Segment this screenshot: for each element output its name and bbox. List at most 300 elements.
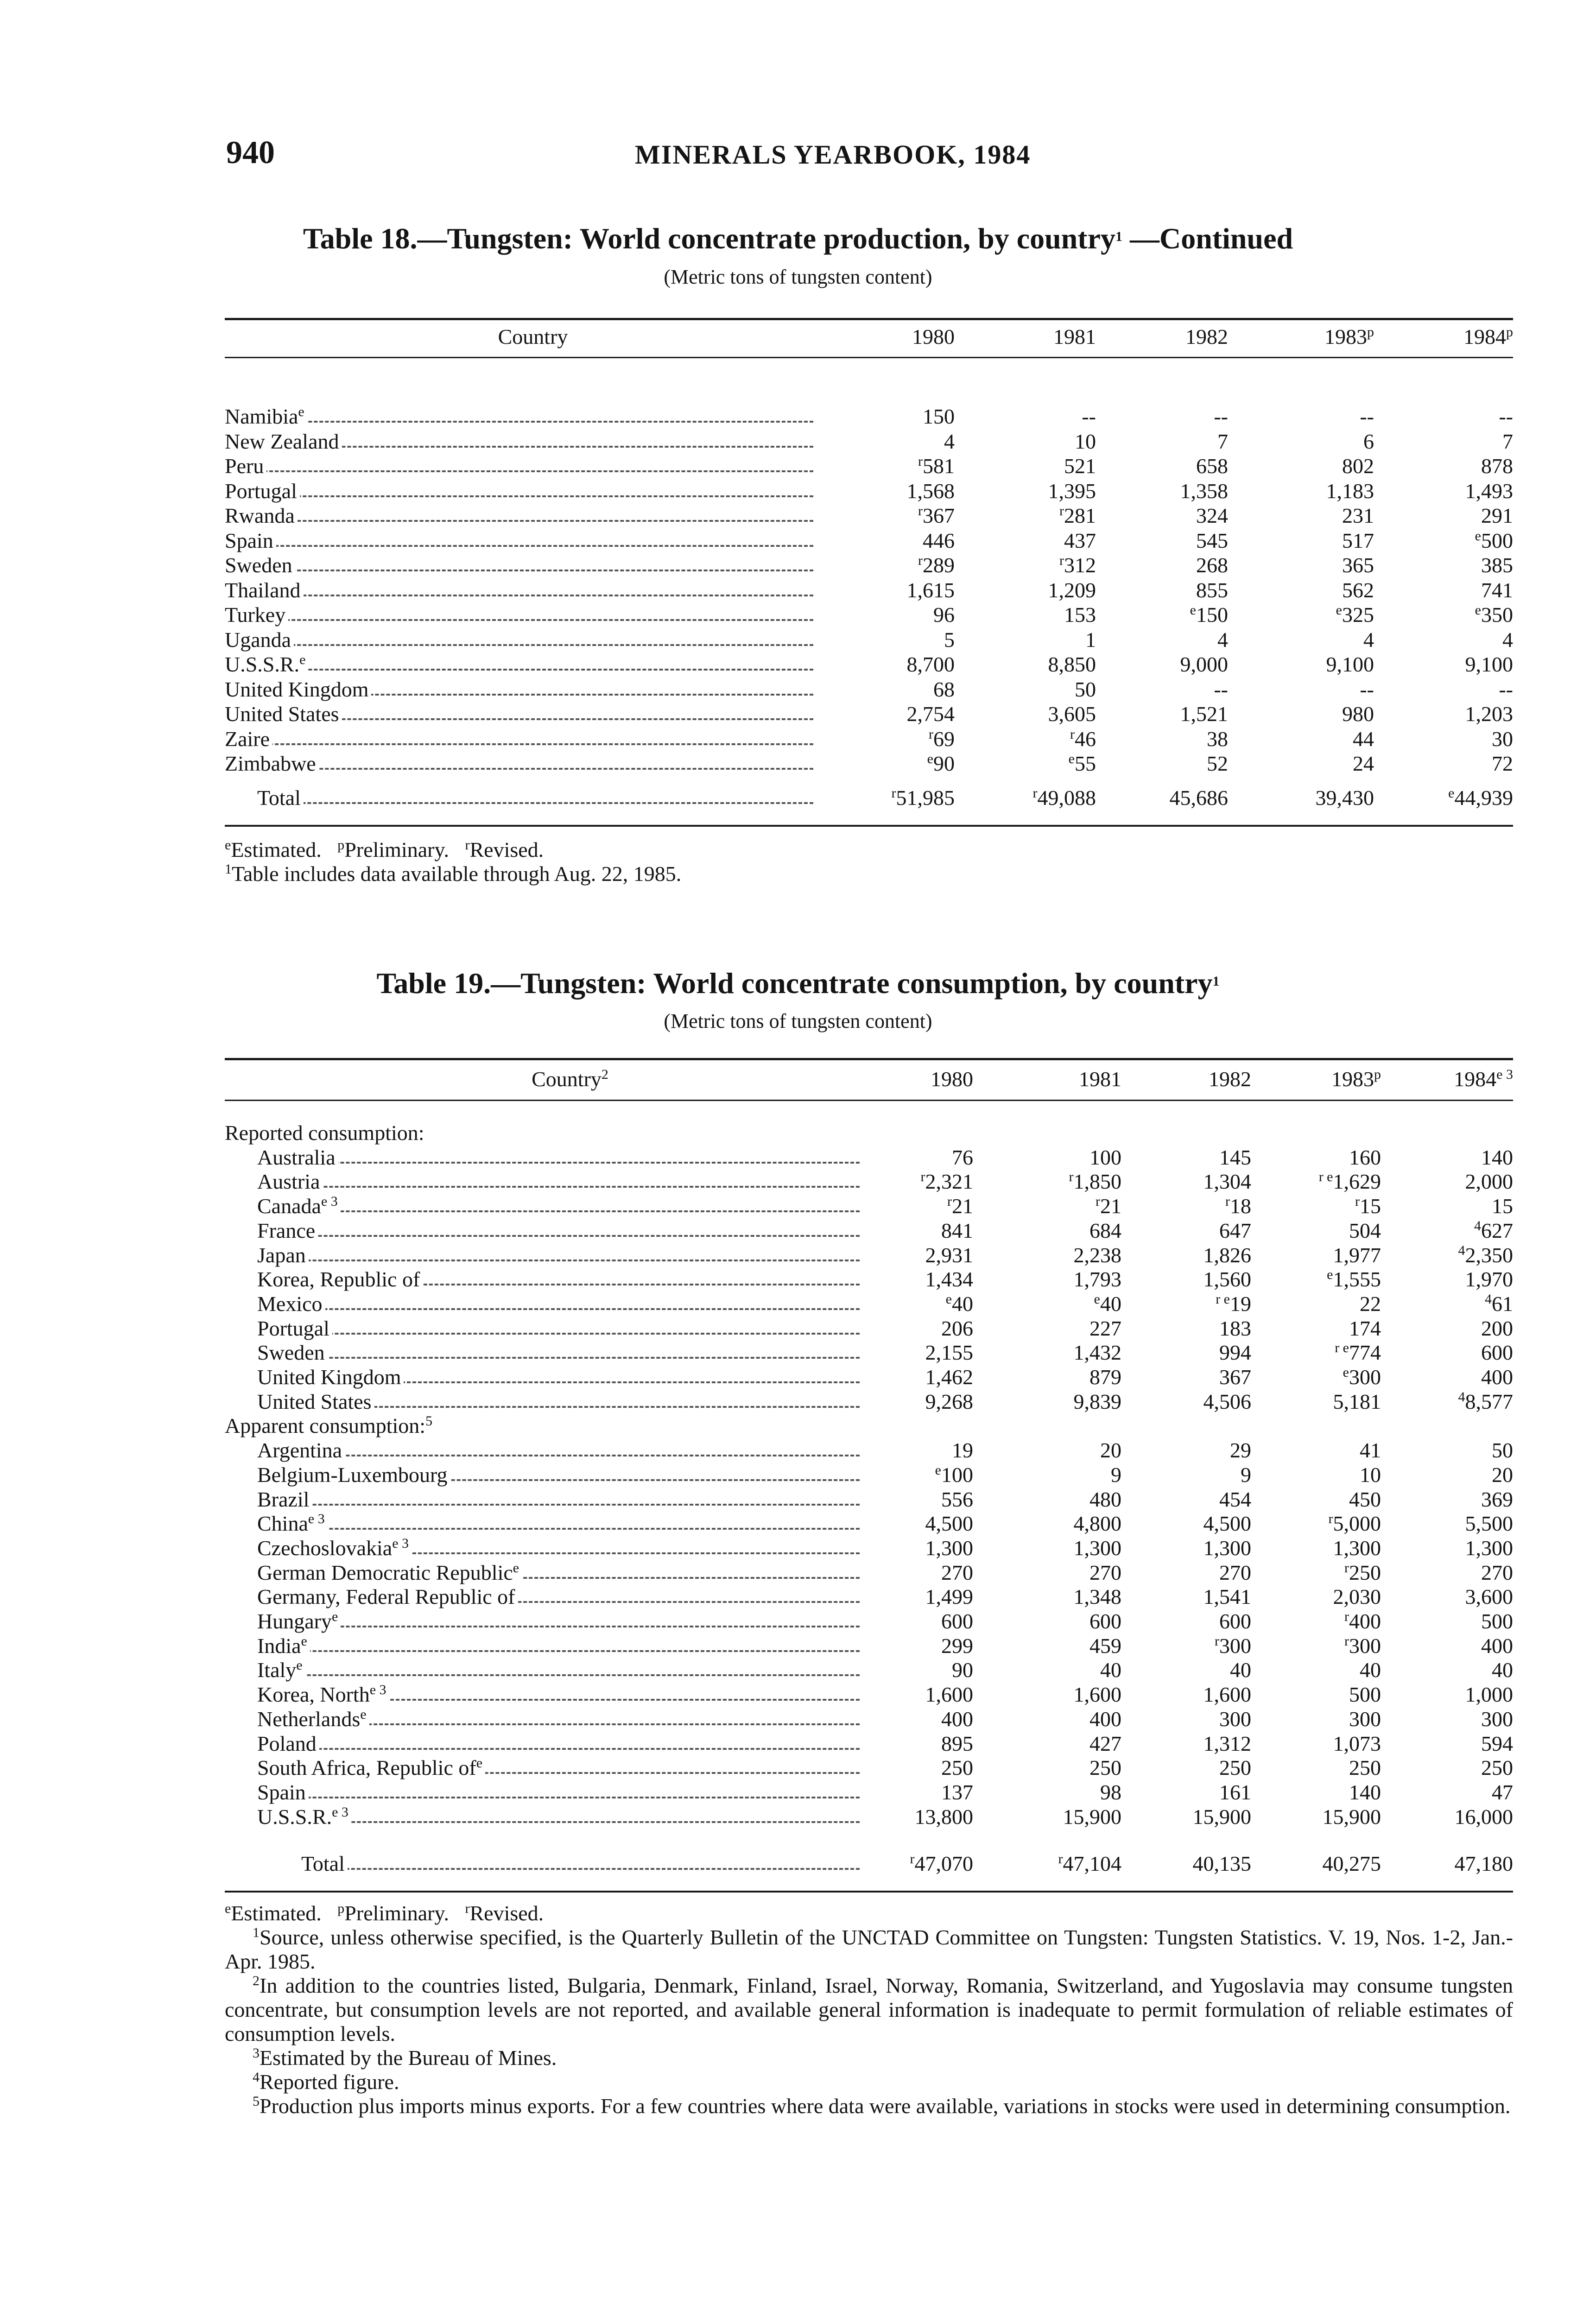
- table-cell: [1365, 1218, 1513, 1243]
- cell-value: 4,500: [925, 1512, 973, 1536]
- legend-marker: p: [337, 1901, 345, 1916]
- dot-leader: [257, 1235, 860, 1237]
- legend-marker: r: [465, 837, 470, 853]
- table18-row: [0, 627, 1596, 652]
- cell-marker: e: [1343, 1365, 1349, 1380]
- year-header: [1374, 1067, 1513, 1091]
- table-cell: [1365, 503, 1513, 528]
- cell-value: 100: [1089, 1145, 1121, 1169]
- table-cell: [1233, 1169, 1381, 1194]
- year-label: 1983: [1324, 325, 1367, 348]
- row-label: [257, 785, 813, 810]
- country-name: [257, 1365, 404, 1389]
- table-cell: [825, 1511, 973, 1536]
- cell-value: 1,850: [1073, 1170, 1121, 1194]
- country-name-text: Germany, Federal Republic of: [257, 1585, 515, 1609]
- cell-value: 480: [1089, 1487, 1121, 1511]
- table-cell: [948, 528, 1096, 553]
- year-header: [1374, 324, 1513, 349]
- cell-value: 40: [1492, 1658, 1513, 1682]
- table-cell: [825, 1609, 973, 1634]
- cell-value: 1,395: [1048, 479, 1096, 503]
- cell-value: 15,900: [1192, 1804, 1251, 1829]
- footnote: [225, 2070, 1513, 2094]
- country-name: [225, 578, 304, 602]
- table-cell: [1233, 1851, 1381, 1876]
- table-cell: [1233, 1389, 1381, 1414]
- cell-value: 16,000: [1454, 1804, 1513, 1829]
- cell-marker: r: [1058, 1851, 1063, 1867]
- table19-top-rule: [225, 1058, 1513, 1060]
- section-label-text: Reported consumption:: [225, 1121, 424, 1145]
- country-name: [257, 1194, 341, 1218]
- cell-value: 5,181: [1333, 1389, 1381, 1413]
- year-marker: p: [1374, 1067, 1381, 1082]
- cell-value: 29: [1230, 1438, 1251, 1462]
- year-header: [816, 324, 955, 349]
- cell-value: --: [1214, 405, 1228, 428]
- cell-value: 51,985: [896, 786, 955, 810]
- cell-marker: e: [945, 1291, 952, 1307]
- table-cell: [973, 1755, 1121, 1780]
- country-name: [257, 1146, 338, 1169]
- table-cell: [1233, 1462, 1381, 1488]
- table-cell: [1365, 1560, 1513, 1585]
- country-name: [225, 553, 295, 577]
- cell-value: 21: [1100, 1194, 1121, 1218]
- table-cell: [1080, 627, 1228, 652]
- table18-top-rule: [225, 318, 1513, 320]
- year-label: 1982: [1185, 325, 1228, 348]
- table-cell: [825, 1487, 973, 1512]
- cell-value: 250: [1219, 1756, 1251, 1780]
- table18-row: [0, 503, 1596, 528]
- table19-row: [0, 1462, 1596, 1488]
- table19-title: Table 19.—Tungsten: World concentrate consumption, by country$^1$: [376, 967, 1220, 1000]
- country-name-text: India: [257, 1633, 301, 1658]
- cell-value: 3,600: [1465, 1585, 1513, 1609]
- table-cell: [825, 1707, 973, 1732]
- table-cell: [1103, 1560, 1251, 1585]
- table-cell: [806, 503, 955, 528]
- cell-value: 38: [1207, 727, 1228, 751]
- cell-value: 150: [1196, 603, 1228, 627]
- table-cell: [948, 677, 1096, 702]
- table19-row: [0, 1389, 1596, 1414]
- cell-marker: r: [910, 1851, 915, 1867]
- table-cell: [1233, 1707, 1381, 1732]
- cell-value: 61: [1492, 1291, 1513, 1316]
- table-cell: [1103, 1511, 1251, 1536]
- country-name: [257, 1683, 389, 1706]
- cell-value: 500: [1481, 1609, 1513, 1633]
- country-name: [257, 1219, 318, 1242]
- cell-value: 15,900: [1322, 1804, 1381, 1829]
- country-name-text: Sweden: [257, 1341, 325, 1365]
- footnote-text: In addition to the countries listed, Bulgaria, Denmark, Finland, Israel, Norway, Romania, Switzerland, and Yugoslavia may consume tungsten concentrate, but consumption levels are not reported, and available general information is inadequate to permit formulation of reliable estimates of consumption levels.: [225, 1974, 1513, 2045]
- cell-value: 4,800: [1073, 1512, 1121, 1536]
- section-label: [225, 1121, 424, 1146]
- table-cell: [825, 1584, 973, 1609]
- table-cell: [1233, 1340, 1381, 1365]
- cell-marker: 4: [1474, 1218, 1481, 1234]
- country-name-text: China: [257, 1512, 308, 1536]
- footnote-number: 1: [225, 861, 232, 877]
- table-cell: [1226, 727, 1374, 752]
- cell-value: 400: [1481, 1365, 1513, 1389]
- table19-header-country: Country$^2$: [532, 1067, 608, 1091]
- cell-value: 459: [1089, 1633, 1121, 1658]
- table-cell: [1365, 1658, 1513, 1683]
- table-cell: [825, 1536, 973, 1561]
- table-cell: [1080, 528, 1228, 553]
- table-cell: [1226, 454, 1374, 479]
- table-cell: [825, 1365, 973, 1390]
- year-label: 1984: [1454, 1067, 1497, 1091]
- cell-value: 45,686: [1169, 786, 1228, 810]
- cell-marker: r: [920, 1169, 925, 1185]
- table-cell: [948, 627, 1096, 652]
- cell-value: 1,560: [1203, 1267, 1251, 1291]
- table-cell: [1233, 1316, 1381, 1341]
- cell-value: --: [1499, 405, 1513, 428]
- table-cell: [1365, 454, 1513, 479]
- cell-value: 160: [1349, 1145, 1381, 1169]
- country-name: [225, 677, 371, 701]
- dot-leader: [257, 1260, 860, 1261]
- cell-value: 15: [1360, 1194, 1381, 1218]
- cell-value: 206: [941, 1316, 973, 1340]
- cell-value: 500: [1481, 528, 1513, 552]
- footnote-text: Estimated by the Bureau of Mines.: [260, 2046, 557, 2070]
- cell-marker: e: [1448, 785, 1455, 801]
- country-marker: e: [301, 1633, 307, 1649]
- cell-value: 300: [1349, 1633, 1381, 1658]
- year-header: [1235, 324, 1374, 349]
- table19-total-row: [0, 1851, 1596, 1876]
- country-name-text: Portugal: [225, 479, 297, 503]
- cell-value: 24: [1353, 752, 1374, 775]
- table19-row: [0, 1780, 1596, 1805]
- country-name: [257, 1780, 309, 1804]
- table19-row: [0, 1169, 1596, 1194]
- table18-row: [0, 677, 1596, 702]
- table-cell: [1233, 1804, 1381, 1830]
- country-name-text: German Democratic Republic: [257, 1560, 513, 1584]
- cell-value: 658: [1196, 454, 1228, 478]
- table19-subtitle: (Metric tons of tungsten content): [664, 1010, 932, 1032]
- table-cell: [973, 1536, 1121, 1561]
- cell-value: 46: [1075, 727, 1096, 751]
- cell-value: 300: [1349, 1365, 1381, 1389]
- table19-notes: [225, 1901, 1513, 2118]
- cell-value: 270: [1219, 1560, 1251, 1584]
- legend-text: Preliminary.: [344, 1901, 465, 1925]
- table-cell: [1226, 404, 1374, 429]
- cell-value: --: [1082, 405, 1096, 428]
- cell-value: 9: [1111, 1462, 1121, 1487]
- table18-row: [0, 429, 1596, 454]
- country-name: [225, 504, 298, 527]
- country-name-text: Rwanda: [225, 504, 295, 527]
- table-cell: [948, 602, 1096, 627]
- cell-value: 300: [1219, 1633, 1251, 1658]
- year-label: 1984: [1463, 325, 1506, 348]
- cell-value: 2,931: [925, 1243, 973, 1267]
- cell-marker: r: [918, 454, 923, 469]
- cell-value: 15,900: [1063, 1804, 1121, 1829]
- cell-value: 183: [1219, 1316, 1251, 1340]
- table-cell: [948, 503, 1096, 528]
- table-cell: [806, 479, 955, 504]
- cell-value: 1,434: [925, 1267, 973, 1291]
- cell-marker: r e: [1318, 1169, 1333, 1185]
- table-cell: [973, 1609, 1121, 1634]
- table-cell: [1080, 751, 1228, 776]
- cell-value: 684: [1089, 1218, 1121, 1242]
- table-cell: [1103, 1633, 1251, 1659]
- table18-row: [0, 528, 1596, 553]
- table-cell: [825, 1804, 973, 1830]
- cell-value: 30: [1492, 727, 1513, 751]
- footnote: [225, 1925, 1513, 1974]
- cell-value: 365: [1342, 553, 1374, 577]
- cell-value: 22: [1360, 1291, 1381, 1316]
- table-cell: [1233, 1780, 1381, 1805]
- cell-marker: r: [1344, 1633, 1349, 1649]
- table19-bottom-rule: [225, 1891, 1513, 1893]
- cell-value: 4: [1363, 627, 1374, 652]
- legend-text: Estimated.: [231, 838, 338, 861]
- country-marker: e 3: [392, 1535, 409, 1551]
- table-cell: [825, 1194, 973, 1219]
- row-label: [257, 1658, 860, 1683]
- cell-value: 627: [1481, 1218, 1513, 1242]
- row-label: [225, 553, 813, 578]
- table-cell: [1233, 1658, 1381, 1683]
- country-name: [257, 1732, 319, 1755]
- table-cell: [948, 553, 1096, 578]
- cell-value: 350: [1481, 603, 1513, 627]
- table-cell: [1365, 1731, 1513, 1756]
- row-label: [225, 677, 813, 702]
- table-cell: [1103, 1169, 1251, 1194]
- table-cell: [948, 479, 1096, 504]
- table-cell: [1226, 702, 1374, 727]
- table-cell: [1080, 479, 1228, 504]
- table-cell: [1103, 1218, 1251, 1243]
- table-cell: [1365, 1633, 1513, 1659]
- table-cell: [1103, 1340, 1251, 1365]
- table-cell: [1233, 1584, 1381, 1609]
- cell-value: 161: [1219, 1780, 1251, 1804]
- table-cell: [973, 1169, 1121, 1194]
- row-label: [257, 1340, 860, 1365]
- dot-leader: [225, 520, 813, 522]
- country-name: [257, 1438, 345, 1462]
- country-name: [257, 1488, 312, 1511]
- cell-value: 9,268: [925, 1389, 973, 1413]
- cell-value: 400: [1349, 1609, 1381, 1633]
- table18-header-rule: [225, 357, 1513, 358]
- cell-value: 40,135: [1192, 1852, 1251, 1875]
- row-label: [257, 1267, 860, 1292]
- row-label: [225, 404, 813, 429]
- table-cell: [1365, 1169, 1513, 1194]
- table19-row: [0, 1316, 1596, 1341]
- table-cell: [1080, 702, 1228, 727]
- table18-row: [0, 727, 1596, 752]
- cell-value: 1,462: [925, 1365, 973, 1389]
- table-cell: [1103, 1438, 1251, 1463]
- row-label: [257, 1194, 860, 1219]
- cell-value: 1,000: [1465, 1683, 1513, 1707]
- table-cell: [806, 578, 955, 603]
- cell-value: 855: [1196, 578, 1228, 602]
- cell-value: 299: [941, 1633, 973, 1658]
- cell-value: 1,499: [925, 1585, 973, 1609]
- cell-value: 1,977: [1333, 1243, 1381, 1267]
- table-cell: [825, 1731, 973, 1756]
- table-cell: [1365, 1365, 1513, 1390]
- country-name-text: Hungary: [257, 1609, 332, 1633]
- cell-value: 1,300: [1073, 1536, 1121, 1560]
- table-cell: [1103, 1291, 1251, 1317]
- country-marker: e: [296, 1658, 303, 1673]
- cell-value: 250: [941, 1756, 973, 1780]
- table-cell: [973, 1389, 1121, 1414]
- row-label: [257, 1804, 860, 1830]
- row-label: [257, 1487, 860, 1512]
- table-cell: [1365, 1316, 1513, 1341]
- cell-value: 9,839: [1073, 1389, 1121, 1413]
- cell-value: 325: [1342, 603, 1374, 627]
- table19-row: [0, 1487, 1596, 1512]
- table-cell: [973, 1731, 1121, 1756]
- cell-value: 994: [1219, 1341, 1251, 1365]
- table19-row: [0, 1707, 1596, 1732]
- cell-marker: r: [1225, 1194, 1230, 1209]
- table-cell: [1226, 528, 1374, 553]
- country-name: [225, 727, 272, 751]
- cell-value: 18: [1230, 1194, 1251, 1218]
- cell-value: 200: [1481, 1316, 1513, 1340]
- table-cell: [1365, 602, 1513, 627]
- dot-leader: [257, 1528, 860, 1530]
- table18-bottom-rule: [225, 825, 1513, 827]
- table-cell: [948, 429, 1096, 454]
- table19-row: [0, 1755, 1596, 1780]
- table-cell: [1365, 652, 1513, 677]
- cell-value: 1,209: [1048, 578, 1096, 602]
- table-cell: [973, 1316, 1121, 1341]
- table-cell: [973, 1218, 1121, 1243]
- table-cell: [825, 1658, 973, 1683]
- row-label: [257, 1145, 860, 1170]
- cell-value: 270: [941, 1560, 973, 1584]
- cell-value: 2,030: [1333, 1585, 1381, 1609]
- cell-value: 10: [1075, 429, 1096, 453]
- cell-value: 137: [941, 1780, 973, 1804]
- cell-value: 268: [1196, 553, 1228, 577]
- year-header: [1112, 1067, 1251, 1091]
- table-cell: [825, 1169, 973, 1194]
- country-marker: e 3: [332, 1804, 348, 1820]
- table-cell: [948, 785, 1096, 810]
- country-name: [257, 1390, 374, 1413]
- cell-value: 1,600: [925, 1683, 973, 1707]
- table-cell: [1080, 429, 1228, 454]
- table-cell: [973, 1438, 1121, 1463]
- country-name: [257, 786, 304, 810]
- cell-value: 7: [1217, 429, 1228, 453]
- country-name-text: Argentina: [257, 1438, 342, 1462]
- cell-marker: r: [1096, 1194, 1100, 1209]
- table18-row: [0, 751, 1596, 776]
- footnote-number: 2: [253, 1973, 260, 1988]
- table-cell: [1233, 1560, 1381, 1585]
- row-label: [257, 1731, 860, 1756]
- table-cell: [973, 1804, 1121, 1830]
- cell-value: 100: [941, 1462, 973, 1487]
- year-label: 1980: [912, 325, 955, 348]
- table-cell: [1365, 1243, 1513, 1268]
- row-label: [301, 1851, 860, 1876]
- table-cell: [825, 1438, 973, 1463]
- row-label: [225, 429, 813, 454]
- table-cell: [825, 1851, 973, 1876]
- table-cell: [1365, 677, 1513, 702]
- country-name-text: Belgium-Luxembourg: [257, 1462, 448, 1487]
- country-name-text: Korea, North: [257, 1683, 370, 1707]
- table-cell: [1233, 1243, 1381, 1268]
- table19-row: [0, 1584, 1596, 1609]
- country-name-text: Korea, Republic of: [257, 1267, 420, 1291]
- cell-marker: r: [1059, 553, 1064, 568]
- row-label: [257, 1243, 860, 1268]
- cell-value: 400: [941, 1707, 973, 1731]
- row-label: [257, 1462, 860, 1488]
- table-cell: [973, 1487, 1121, 1512]
- dot-leader: [257, 1210, 860, 1212]
- table-cell: [806, 702, 955, 727]
- cell-value: 500: [1349, 1683, 1381, 1707]
- row-label: [225, 652, 813, 677]
- table-cell: [1365, 1267, 1513, 1292]
- country-name: [225, 702, 342, 726]
- dot-leader: [257, 1162, 860, 1164]
- country-name: [225, 652, 308, 676]
- table-cell: [1103, 1755, 1251, 1780]
- cell-marker: r: [1070, 726, 1075, 742]
- cell-value: 140: [1349, 1780, 1381, 1804]
- table-cell: [1365, 1707, 1513, 1732]
- country-name: [301, 1852, 348, 1875]
- table18-total-row: [0, 785, 1596, 810]
- cell-value: 289: [923, 553, 955, 577]
- table-cell: [1365, 751, 1513, 776]
- cell-value: 40: [1100, 1658, 1121, 1682]
- cell-value: 895: [941, 1731, 973, 1755]
- dot-leader: [257, 1650, 860, 1652]
- table-cell: [806, 727, 955, 752]
- table-cell: [1103, 1316, 1251, 1341]
- table-cell: [1233, 1438, 1381, 1463]
- table-cell: [806, 785, 955, 810]
- table-cell: [973, 1267, 1121, 1292]
- table18-row: [0, 404, 1596, 429]
- country-name-text: Uganda: [225, 627, 291, 652]
